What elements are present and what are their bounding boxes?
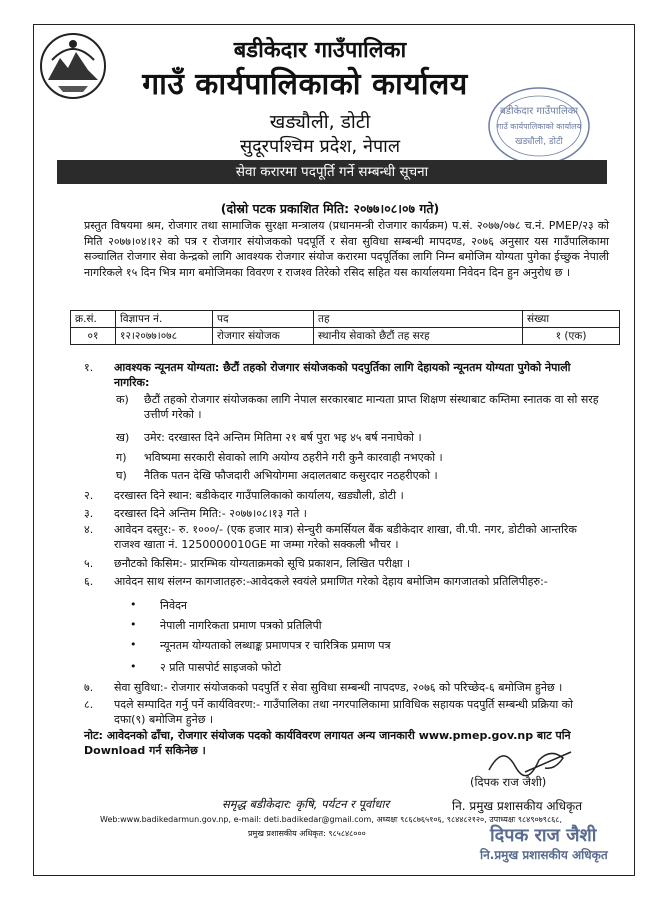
item-number: ५. — [84, 557, 94, 570]
item-number: ४. — [84, 523, 94, 536]
item-text: नैतिक पतन देखि फौजदारी अभियोगमा अदालतबाट कसुरदार नठहरीएको । — [144, 469, 438, 482]
seal-title: नि.प्रमुख प्रशासकीय अधिकृत — [480, 848, 608, 862]
table-header: संख्या — [523, 311, 620, 328]
note-text: नोट: आवेदनको ढाँचा, रोजगार संयोजक पदको कार्यविवरण लगायत अन्य जानकारी www.pmep.gov.np बाट पनि Download गर्न सकिनेछ । — [84, 729, 571, 757]
item-text: आवश्यक न्यूनतम योग्यता: छैटौं तहको रोजगार संयोजकको पदपुर्तिका लागि देहायको न्यूनतम योग्यता पुगेको नेपाली नागरिक: — [114, 361, 571, 389]
item-number: २. — [84, 489, 94, 502]
item-number: क) — [116, 393, 129, 406]
reissue-date: (दोस्रो पटक प्रकाशित मिति: २०७७।०८।०७ गते) — [220, 201, 440, 216]
item-text: दरखास्त दिने अन्तिम मिति:- २०७७।०८।१३ गते । — [114, 507, 307, 520]
footer-slogan: समृद्ध बडीकेदार: कृषि, पर्यटन र पूर्वाधार — [222, 797, 390, 811]
item-text: पदले सम्पादित गर्नु पर्ने कार्यविवरण:- गाउँपालिका तथा नगरपालिकामा प्राविधिक सहायक पदपुर्ति सम्बन्धी प्रक्रिया को दफा(९) बमोजिम हुनेछ । — [114, 698, 573, 726]
table-cell: रोजगार संयोजक — [213, 328, 314, 345]
bullet-icon: • — [130, 618, 137, 631]
stamp-line-3: खड्यौली, डोटी — [515, 137, 563, 147]
table-header: विज्ञापन नं. — [116, 311, 213, 328]
stamp-line-2: गाउँ कार्यपालिकाको कार्यालय — [496, 122, 582, 131]
item-number: ६. — [84, 575, 94, 588]
office-name: गाउँ कार्यपालिकाको कार्यालय — [142, 67, 468, 102]
item-number: ख) — [116, 431, 130, 444]
table-cell: १२।२०७७।०७८ — [116, 328, 213, 345]
table-header: पद — [213, 311, 314, 328]
item-text: सेवा सुविधा:- रोजगार संयोजकको पदपुर्ति र सेवा सुविधा सम्बन्धी नापदण्ड, २०७६ को परिच्छेद-६ बमोजिम हुनेछ । — [114, 681, 563, 694]
intro-paragraph: प्रस्तुत विषयमा श्रम, रोजगार तथा सामाजिक सुरक्षा मन्त्रालय (प्रधानमन्त्री रोजगार कार्यक्रम) प.सं. २०७७/०७८ च.नं. PMEP/२३ को मिति २०७७।०४।१२ को पत्र र रोजगार संयोजकको पदपूर्ति र सेवा सुविधा सम्बन्धी मापदण्ड, २०७६ अनुसार यस गाउँपालिकामा सञ्चालित रोजगार सेवा केन्द्रको लागि आवश्यक रोजगार संयोज करारमा पदपूर्तिका लागि निम्न बमोजिम योग्यता पुगेका ईच्छुक नेपाली नागरिकले १५ दिन भित्र माग बमोजिमका विवरण र राजश्व तिरेको रसिद सहित यस कार्यालयमा निवेदन दिन हुन अनुरोध छ । — [84, 219, 609, 279]
attachment-text: नेपाली नागरिकता प्रमाण पत्रको प्रतिलिपी — [160, 619, 322, 632]
bullet-icon: • — [130, 598, 137, 611]
table-row — [71, 328, 620, 345]
footer-cao-phone: प्रमुख प्रशासकीय अधिकृत: ९८५८४८००० — [248, 829, 366, 838]
table-header: क्र.सं. — [71, 311, 116, 328]
table-cell: स्थानीय सेवाको छैटौं तह सरह — [314, 328, 523, 345]
item-text: छनौटको किसिम:- प्रारम्भिक योग्यताक्रमको सूचि प्रकाशन, लिखित परीक्षा । — [114, 557, 411, 570]
signatory-name: (दिपक राज जैशी) — [470, 775, 547, 789]
item-number: १. — [84, 361, 94, 374]
notice-banner: सेवा करारमा पदपूर्ति गर्ने सम्बन्धी सूचना — [57, 160, 607, 184]
item-number: ग) — [116, 451, 127, 464]
signatory-title: नि. प्रमुख प्रशासकीय अधिकृत — [452, 799, 583, 813]
table-cell: १ (एक) — [523, 328, 620, 345]
item-text: आवेदन दस्तुर:- रु. १०००/- (एक हजार मात्र) सेन्चुरी कमर्सियल बैंक बडीकेदार शाखा, वी.पी. नगर, डोटीको आन्तरिक राजश्व खाता नं. 1250000010GE मा जम्मा गरेको सक्कली भौचर । — [114, 523, 577, 551]
item-text: आवेदन साथ संलग्न कागजातहरु:-आवेदकले स्वयंले प्रमाणित गरेको देहाय बमोजिम कागजातको प्रतिलिपीहरु:- — [114, 575, 548, 588]
item-text: दरखास्त दिने स्थान: बडीकेदार गाउँपालिकाको कार्यालय, खड्यौली, डोटी । — [114, 489, 404, 502]
signature-scribble — [485, 740, 575, 780]
seal-name: दिपक राज जैशी — [490, 825, 597, 846]
municipality-name: बडीकेदार गाउँपालिका — [233, 38, 407, 63]
table-header-row — [71, 311, 620, 328]
attachment-text: निवेदन — [160, 599, 188, 612]
stamp-line-1: बडीकेदार गाउँपालिका — [499, 106, 579, 117]
bullet-icon: • — [130, 660, 137, 673]
table-header: तह — [314, 311, 523, 328]
item-number: ७. — [84, 681, 94, 694]
vacancy-table — [70, 310, 620, 345]
office-location: खड्यौली, डोटी — [269, 111, 371, 133]
item-number: घ) — [116, 469, 127, 482]
attachment-text: न्यूनतम योग्यताको लब्धाङ्क प्रमाणपत्र र चारित्रिक प्रमाण पत्र — [160, 639, 391, 652]
item-number: ३. — [84, 507, 94, 520]
province-name: सुदूरपश्चिम प्रदेश, नेपाल — [239, 136, 401, 157]
item-number: ८. — [84, 698, 94, 711]
footer-contact-line: Web:www.badikedarmun.gov.np, e-mail: deti.badikedar@gmail.com, अध्यक्षः ९८६८७६५१०६, ९८४४८२१२०, उपाध्यक्षः ९८४९०७९८६८, — [100, 815, 562, 824]
item-text: भविष्यमा सरकारी सेवाको लागि अयोग्य ठहरीने गरी कुनै कारवाही नभएको । — [144, 451, 443, 464]
table-cell: ०१ — [71, 328, 116, 345]
office-stamp — [485, 84, 593, 168]
attachment-text: २ प्रति पासपोर्ट साइजको फोटो — [160, 661, 282, 674]
item-text: उमेर: दरखास्त दिने अन्तिम मितिमा २१ बर्ष पुरा भइ ४५ बर्ष ननाघेको । — [144, 431, 422, 444]
item-text: छैटौं तहको रोजगार संयोजकका लागि नेपाल सरकारबाट मान्यता प्राप्त शिक्षण संस्थाबाट कम्तिमा स्नातक वा सो सरह उत्तीर्ण गरेको । — [144, 393, 599, 421]
bullet-icon: • — [130, 638, 137, 651]
